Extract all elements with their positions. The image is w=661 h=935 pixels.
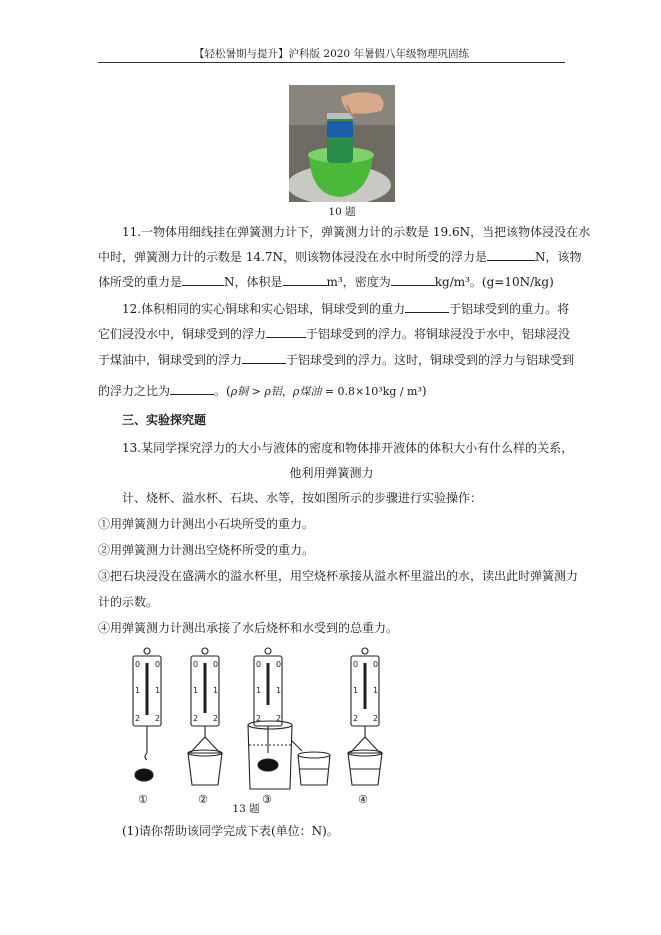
scale-tick: 2: [135, 714, 141, 723]
q13-step4: ④用弹簧测力计测出承接了水后烧杯和水受到的总重力。: [98, 621, 399, 635]
q12-line4: [98, 382, 568, 400]
scale-tick: 2: [213, 714, 219, 723]
q11-text: N，体积是: [224, 275, 283, 289]
scale-tick: 2: [353, 714, 359, 723]
step-label-1: ①: [138, 793, 148, 806]
figure-10-caption: 10 题: [328, 206, 356, 218]
scale-tick: 1: [135, 686, 141, 695]
step-label-4: ④: [358, 793, 368, 806]
figure-13-diagram: [120, 645, 390, 807]
scale-tick: 2: [276, 714, 282, 723]
q11-text: m³，密度为: [326, 275, 391, 289]
scale-tick: 0: [353, 660, 359, 669]
scale-tick: 1: [373, 686, 379, 695]
catch-beaker: [298, 755, 330, 785]
scale-tick: 1: [155, 686, 161, 695]
q12-text: 的浮力之比为: [98, 384, 171, 398]
q12-text: 它们浸没水中，铜球受到的浮力: [98, 327, 267, 341]
q12-blank-1[interactable]: [405, 300, 449, 313]
q13-step1: ①用弹簧测力计测出小石块所受的重力。: [98, 517, 315, 531]
scale-tick: 0: [155, 660, 161, 669]
section-3-title: 三、实验探究题: [122, 413, 207, 427]
q11-line1: 11.一物体用细线挂在弹簧测力计下，弹簧测力计的示数是 19.6N，当把该物体浸没在水: [122, 225, 591, 239]
q12-blank-3[interactable]: [242, 351, 286, 364]
scale-tick: 2: [155, 714, 161, 723]
scale-tick: 1: [256, 686, 262, 695]
q12-line2: [98, 325, 571, 343]
figure-10-photo: [289, 85, 395, 202]
q11-text: kg/m³。(g=10N/kg): [434, 275, 554, 289]
q12-blank-ratio[interactable]: [170, 382, 214, 395]
scale-tick: 2: [193, 714, 199, 723]
beaker-2: [188, 753, 222, 785]
scale-tick: 0: [213, 660, 219, 669]
q11-text: 中时，弹簧测力计的示数是 14.7N，则该物体浸没在水中时所受的浮力是: [98, 250, 488, 264]
q13-step2: ②用弹簧测力计测出空烧杯所受的重力。: [98, 543, 315, 557]
q11-blank-gravity[interactable]: [182, 273, 224, 286]
q13-sub1: (1)请你帮助该同学完成下表(单位：N)。: [122, 824, 339, 838]
figure-13-caption: 13 题: [232, 803, 260, 815]
scale-tick: 0: [135, 660, 141, 669]
q12-text: 于煤油中，铜球受到的浮力: [98, 353, 243, 367]
scale-tick: 0: [256, 660, 262, 669]
q12-line3: [98, 351, 575, 369]
q11-line3: [98, 273, 568, 291]
q13-step3: ③把石块浸没在盛满水的溢水杯里，用空烧杯承接从溢水杯里溢出的水，读出此时弹簧测力: [98, 569, 579, 583]
q13-line1: 13.某同学探究浮力的大小与液体的密度和物体排开液体的体积大小有什么样的关系，: [122, 441, 574, 455]
q11-blank-density[interactable]: [391, 273, 435, 286]
density-formula: ρ铜 > ρ铝，ρ煤油 = 0.8×10³kg / m³: [230, 385, 422, 398]
scale-tick: 0: [193, 660, 199, 669]
step-label-3: ③: [262, 793, 272, 806]
q13-line3: 计、烧杯、溢水杯、石块、水等，按如图所示的步骤进行实验操作：: [122, 491, 483, 505]
scale-tick: 2: [256, 714, 262, 723]
step-label-2: ②: [198, 793, 208, 806]
q13-step3-cont: 计的示数。: [98, 595, 159, 609]
stone-1: [135, 769, 153, 781]
scale-tick: 0: [276, 660, 282, 669]
overflow-cup: [248, 725, 292, 789]
q11-line2: [98, 248, 582, 266]
q12-text: 于铝球受到的重力。将: [449, 302, 570, 316]
page-header: 【轻松暑期与提升】沪科版 2020 年暑假八年级物理巩固练: [194, 48, 469, 60]
scale-tick: 1: [193, 686, 199, 695]
scale-tick: 1: [276, 686, 282, 695]
scale-tick: 0: [373, 660, 379, 669]
q13-line2: 他利用弹簧测力: [289, 466, 374, 480]
q12-text: 于铝球受到的浮力。这时，铜球受到的浮力与铝球受到: [286, 353, 575, 367]
scale-tick: 2: [373, 714, 379, 723]
q12-text: 。(: [214, 384, 231, 398]
q11-blank-volume[interactable]: [283, 273, 327, 286]
scale-tick: 1: [353, 686, 359, 695]
q11-text: N，该物: [535, 250, 582, 264]
q11-text: 体所受的重力是: [98, 275, 183, 289]
scale-tick: 1: [213, 686, 219, 695]
q12-line1: [122, 300, 568, 318]
header-divider: [98, 62, 565, 63]
q12-blank-2[interactable]: [266, 325, 306, 338]
q12-text: 于铝球受到的浮力。将铜球浸没于水中，铝球浸没: [306, 327, 571, 341]
q11-blank-buoyancy[interactable]: [487, 248, 535, 261]
stone-3: [258, 759, 278, 771]
q12-text: 12.体积相同的实心铜球和实心铝球，铜球受到的重力: [122, 302, 406, 316]
q12-text: ): [421, 384, 427, 398]
